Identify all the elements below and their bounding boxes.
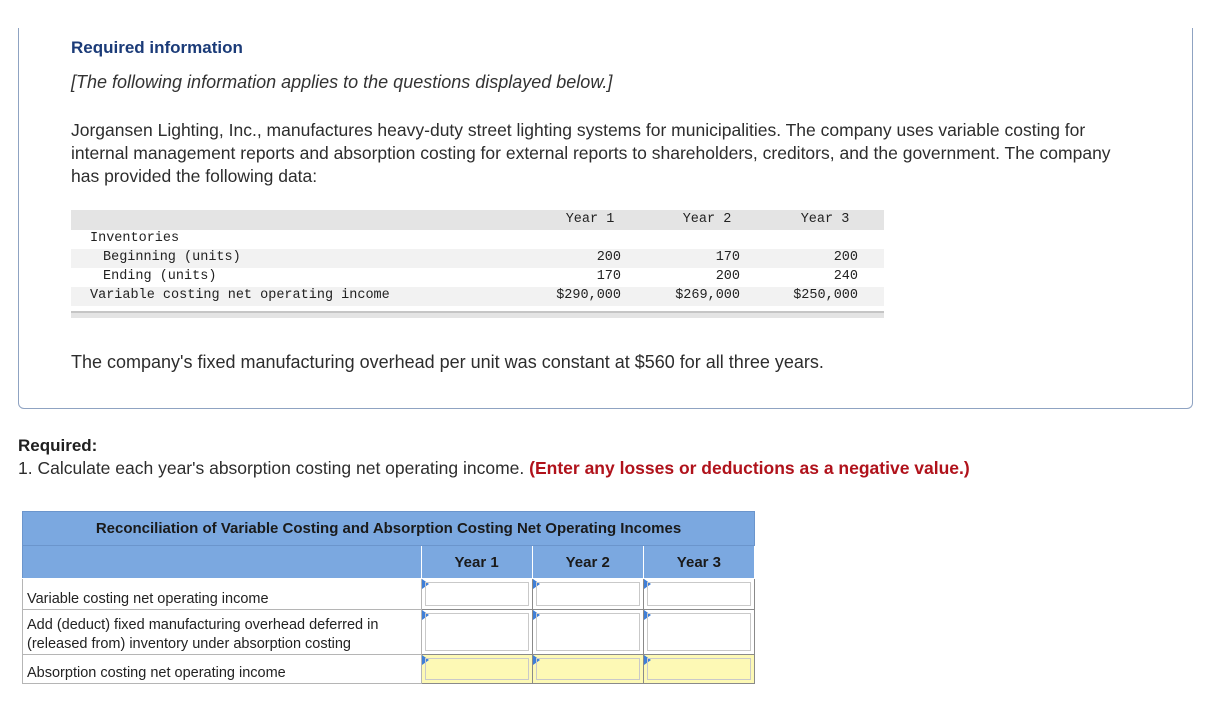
absorption-noi-year-3-input[interactable] xyxy=(647,658,751,680)
question-text: 1. Calculate each year's absorption costing net operating income. xyxy=(18,458,525,478)
recon-col-year-3: Year 3 xyxy=(643,546,754,579)
fixed-overhead-note: The company's fixed manufacturing overhead per unit was constant at $560 for all three years. xyxy=(71,352,824,372)
input-cell xyxy=(643,655,754,684)
info-title: Required information xyxy=(71,38,243,57)
cell: 240 xyxy=(833,269,858,284)
variable-noi-year-3-input[interactable] xyxy=(647,582,751,606)
cell: $250,000 xyxy=(793,288,858,303)
cell: 200 xyxy=(596,250,621,265)
variable-noi-year-1-input[interactable] xyxy=(425,582,529,606)
recon-row-variable-noi xyxy=(23,579,755,610)
cell: 200 xyxy=(833,250,858,265)
input-cell xyxy=(643,610,754,655)
cell: 170 xyxy=(715,250,740,265)
intro-paragraph: Jorgansen Lighting, Inc., manufactures heavy-duty street lighting systems for municipalities. The company uses variable costing for internal management reports and absorption costing for external reports to shareholders, creditors, and the government. The company has provided the following data: xyxy=(71,120,1111,186)
instruction-text: (Enter any losses or deductions as a negative value.) xyxy=(529,458,970,478)
col-year-1: Year 1 xyxy=(565,212,615,227)
input-cell xyxy=(532,610,643,655)
required-heading: Required: xyxy=(18,436,98,455)
data-row-variable-noi xyxy=(71,287,884,306)
info-subtitle: [The following information applies to the questions displayed below.] xyxy=(71,72,613,92)
data-table xyxy=(71,210,884,318)
cell: 200 xyxy=(715,269,740,284)
data-row-beginning xyxy=(71,249,884,268)
recon-row-label: Absorption costing net operating income xyxy=(23,655,422,684)
adjustment-year-3-input[interactable] xyxy=(647,613,751,651)
row-label: Ending (units) xyxy=(103,269,217,284)
data-table-header xyxy=(71,210,884,230)
input-cell xyxy=(532,579,643,610)
input-cell xyxy=(421,579,532,610)
col-year-2: Year 2 xyxy=(682,212,732,227)
cell: $269,000 xyxy=(675,288,740,303)
cell: $290,000 xyxy=(556,288,621,303)
recon-title-row xyxy=(23,512,755,546)
recon-col-year-2: Year 2 xyxy=(532,546,643,579)
recon-row-label: Variable costing net operating income xyxy=(23,579,422,610)
recon-row-absorption-noi xyxy=(23,655,755,684)
absorption-noi-year-2-input[interactable] xyxy=(536,658,640,680)
input-cell xyxy=(421,610,532,655)
col-year-3: Year 3 xyxy=(800,212,850,227)
recon-header-blank xyxy=(23,546,422,579)
adjustment-year-2-input[interactable] xyxy=(536,613,640,651)
data-row-ending xyxy=(71,268,884,287)
row-label: Beginning (units) xyxy=(103,250,241,265)
recon-row-label: Add (deduct) fixed manufacturing overhead deferred in (released from) inventory under absorption costing xyxy=(23,610,422,655)
input-cell xyxy=(421,655,532,684)
input-cell xyxy=(643,579,754,610)
recon-row-adjustment xyxy=(23,610,755,655)
absorption-noi-year-1-input[interactable] xyxy=(425,658,529,680)
row-label: Variable costing net operating income xyxy=(90,288,390,303)
cell: 170 xyxy=(596,269,621,284)
reconciliation-table xyxy=(22,511,755,684)
recon-col-year-1: Year 1 xyxy=(421,546,532,579)
recon-title: Reconciliation of Variable Costing and Absorption Costing Net Operating Incomes xyxy=(23,512,755,546)
adjustment-year-1-input[interactable] xyxy=(425,613,529,651)
required-question xyxy=(18,458,970,479)
recon-header-row xyxy=(23,546,755,579)
input-cell xyxy=(532,655,643,684)
data-table-footer xyxy=(71,311,884,318)
data-row-group xyxy=(71,230,884,249)
group-label: Inventories xyxy=(90,231,180,246)
variable-noi-year-2-input[interactable] xyxy=(536,582,640,606)
